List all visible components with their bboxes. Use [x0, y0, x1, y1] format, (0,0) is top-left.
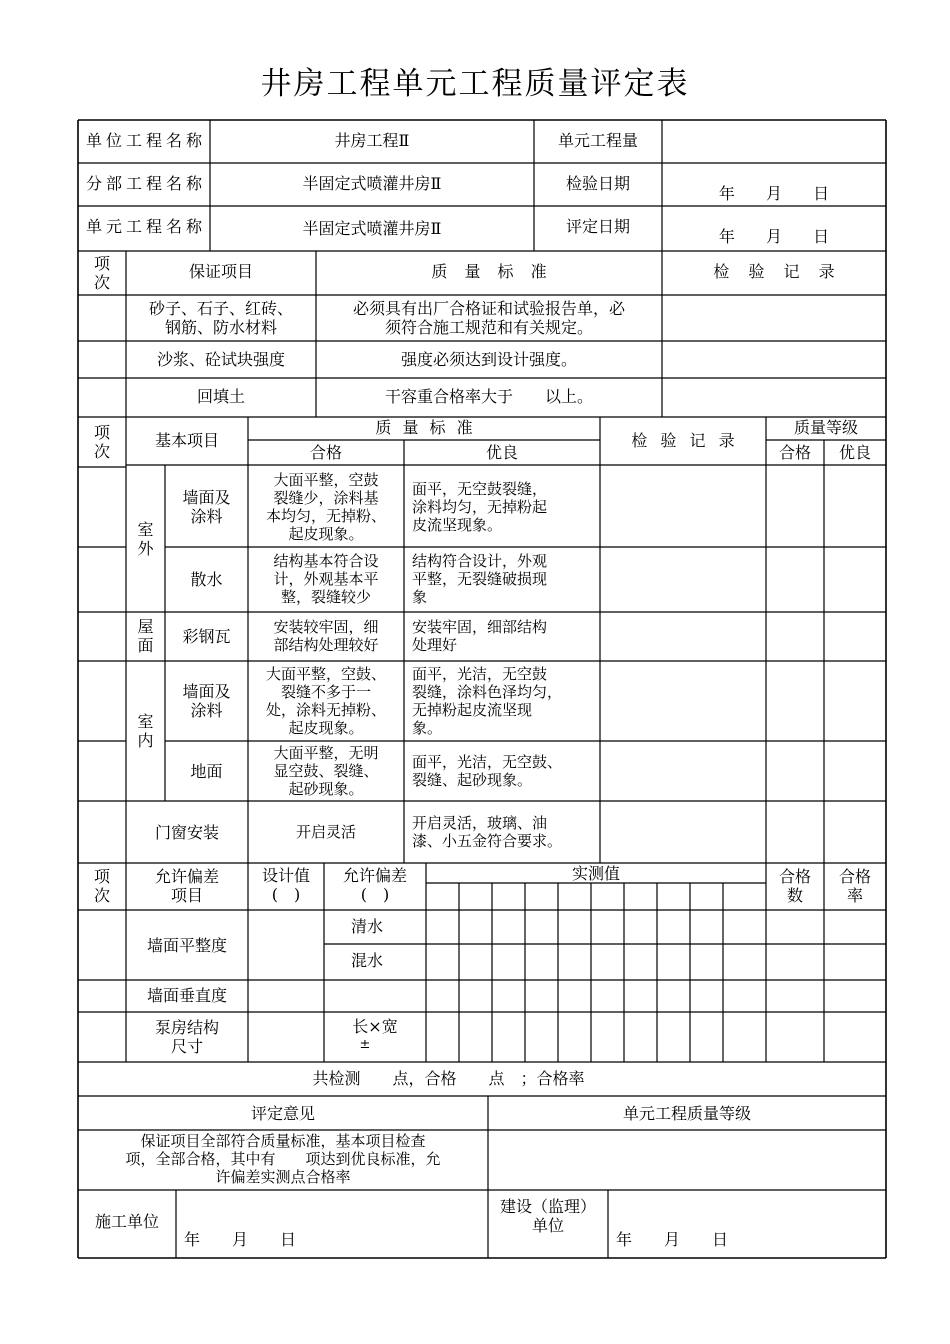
basic-row-5-good: 面平，光洁，无空鼓、 裂缝、起砂现象。 [412, 753, 563, 789]
division-label: 分部工程名称 [86, 173, 207, 193]
unit-quantity-value[interactable] [662, 120, 886, 162]
builder-label: 施工单位 [94, 1211, 159, 1231]
basic-row-4-good: 面平，光洁，无空鼓 裂缝，涂料色泽均匀， 无掉粉起皮流坚现 象。 [412, 665, 563, 737]
basic-row-3-pass: 安装较牢固，细 部结构处理较好 [273, 618, 379, 654]
basic-row-3-item: 彩钢瓦 [182, 626, 231, 646]
deviation-row-1-sub-2: 混水 [350, 950, 383, 970]
unit-project-label: 单位工程名称 [86, 130, 207, 150]
basic-row-4-pass: 大面平整，空鼓、 裂缝不多于一 处，涂料无掉粉、 起皮现象。 [265, 665, 386, 737]
deviation-row-2-item: 墙面垂直度 [146, 985, 227, 1005]
element-label: 单元工程名称 [86, 216, 207, 236]
builder-date[interactable]: 年 月 日 [184, 1229, 297, 1249]
basic-record-header: 检 验 记 录 [631, 430, 735, 450]
basic-row-6-item: 门窗安装 [154, 822, 219, 842]
group-roof: 屋 面 [137, 617, 154, 655]
owner-date[interactable]: 年 月 日 [616, 1229, 729, 1249]
deviation-design-header: 设计值 ( ) [261, 866, 310, 904]
opinion-label: 评定意见 [250, 1103, 315, 1123]
division-value: 半固定式喷灌井房Ⅱ [302, 173, 442, 193]
basic-good-header: 优良 [485, 442, 518, 462]
page-title: 井房工程单元工程质量评定表 [260, 66, 690, 102]
basic-standard-header: 质 量 标 准 [375, 417, 473, 437]
basic-grade-header: 质量等级 [793, 417, 858, 437]
basic-row-1-pass: 大面平整，空鼓 裂缝少，涂料基 本均匀，无掉粉、 起皮现象。 [265, 471, 386, 543]
basic-row-2-item: 散水 [190, 569, 223, 589]
deviation-measured-header: 实测值 [571, 863, 620, 883]
unit-quantity-label: 单元工程量 [557, 130, 638, 150]
guarantee-row-3-standard: 干容重合格率大于 以上。 [384, 386, 593, 406]
basic-row-2-good: 结构符合设计，外观 平整，无裂缝破损现 象 [412, 552, 548, 606]
basic-pass-header: 合格 [309, 442, 342, 462]
deviation-summary: 共检测 点，合格 点 ；合格率 [312, 1068, 585, 1088]
basic-row-5-pass: 大面平整，无明 显空鼓、裂缝、 起砂现象。 [273, 744, 379, 798]
guarantee-standard-header: 质 量 标 准 [431, 261, 547, 281]
basic-row-6-pass: 开启灵活 [295, 823, 356, 841]
basic-row-2-pass: 结构基本符合设 计，外观基本平 整，裂缝较少 [273, 552, 379, 606]
guarantee-row-2-standard: 强度必须达到设计强度。 [400, 349, 577, 369]
basic-grade-good-header: 优良 [838, 442, 871, 462]
grade-value[interactable] [488, 1130, 886, 1188]
deviation-item-header: 允许偏差 项目 [154, 867, 219, 905]
basic-row-5-item: 地面 [190, 761, 223, 781]
deviation-row-3-allow-sub: ± [359, 1036, 371, 1052]
grade-label: 单元工程质量等级 [622, 1103, 751, 1123]
guarantee-item-no-header: 项 次 [93, 254, 110, 292]
basic-item-no-header: 项 次 [93, 423, 110, 461]
guarantee-row-1-item: 砂子、石子、红砖、 钢筋、防水材料 [148, 299, 293, 337]
deviation-allow-header: 允许偏差 ( ) [342, 866, 407, 904]
inspect-date-value[interactable]: 年 月 日 [718, 183, 830, 203]
owner-label: 建设（监理） 单位 [499, 1197, 596, 1235]
guarantee-record-header: 检 验 记 录 [713, 261, 835, 281]
guarantee-row-2-item: 沙浆、砼试块强度 [156, 349, 285, 369]
basic-row-6-good: 开启灵活，玻璃、油 漆、小五金符合要求。 [412, 814, 563, 850]
deviation-rate-header: 合格 率 [838, 867, 871, 905]
basic-grade-pass-header: 合格 [778, 442, 811, 462]
unit-project-value: 井房工程Ⅱ [334, 130, 410, 150]
basic-row-3-good: 安装牢固，细部结构 处理好 [412, 618, 548, 654]
guarantee-row-3-item: 回填土 [196, 386, 245, 406]
opinion-text: 保证项目全部符合质量标准，基本项目检查 项，全部合格，其中有 项达到优良标准，允 许偏差实测点合格率 [125, 1132, 441, 1186]
basic-row-1-item: 墙面及 涂料 [182, 488, 231, 526]
deviation-row-3-allow: 长×宽 [352, 1016, 398, 1036]
inspect-date-label: 检验日期 [565, 173, 630, 193]
deviation-count-header: 合格 数 [778, 867, 811, 905]
assess-date-value[interactable]: 年 月 日 [718, 226, 830, 246]
deviation-row-1-sub-1: 清水 [350, 916, 383, 936]
basic-row-1-good: 面平，无空鼓裂缝， 涂料均匀，无掉粉起 皮流坚现象。 [412, 480, 548, 534]
group-outdoor: 室 外 [137, 520, 154, 558]
group-indoor: 室 内 [137, 712, 154, 750]
deviation-row-1-item: 墙面平整度 [146, 935, 227, 955]
basic-row-4-item: 墙面及 涂料 [182, 682, 231, 720]
element-value: 半固定式喷灌井房Ⅱ [302, 218, 442, 238]
basic-item-header: 基本项目 [154, 430, 219, 450]
guarantee-item-header: 保证项目 [188, 261, 253, 281]
deviation-item-no-header: 项 次 [93, 867, 110, 905]
deviation-row-3-item: 泵房结构 尺寸 [154, 1018, 219, 1056]
guarantee-row-1-standard: 必须具有出厂合格证和试验报告单，必 须符合施工规范和有关规定。 [352, 299, 625, 337]
assess-date-label: 评定日期 [565, 216, 630, 236]
